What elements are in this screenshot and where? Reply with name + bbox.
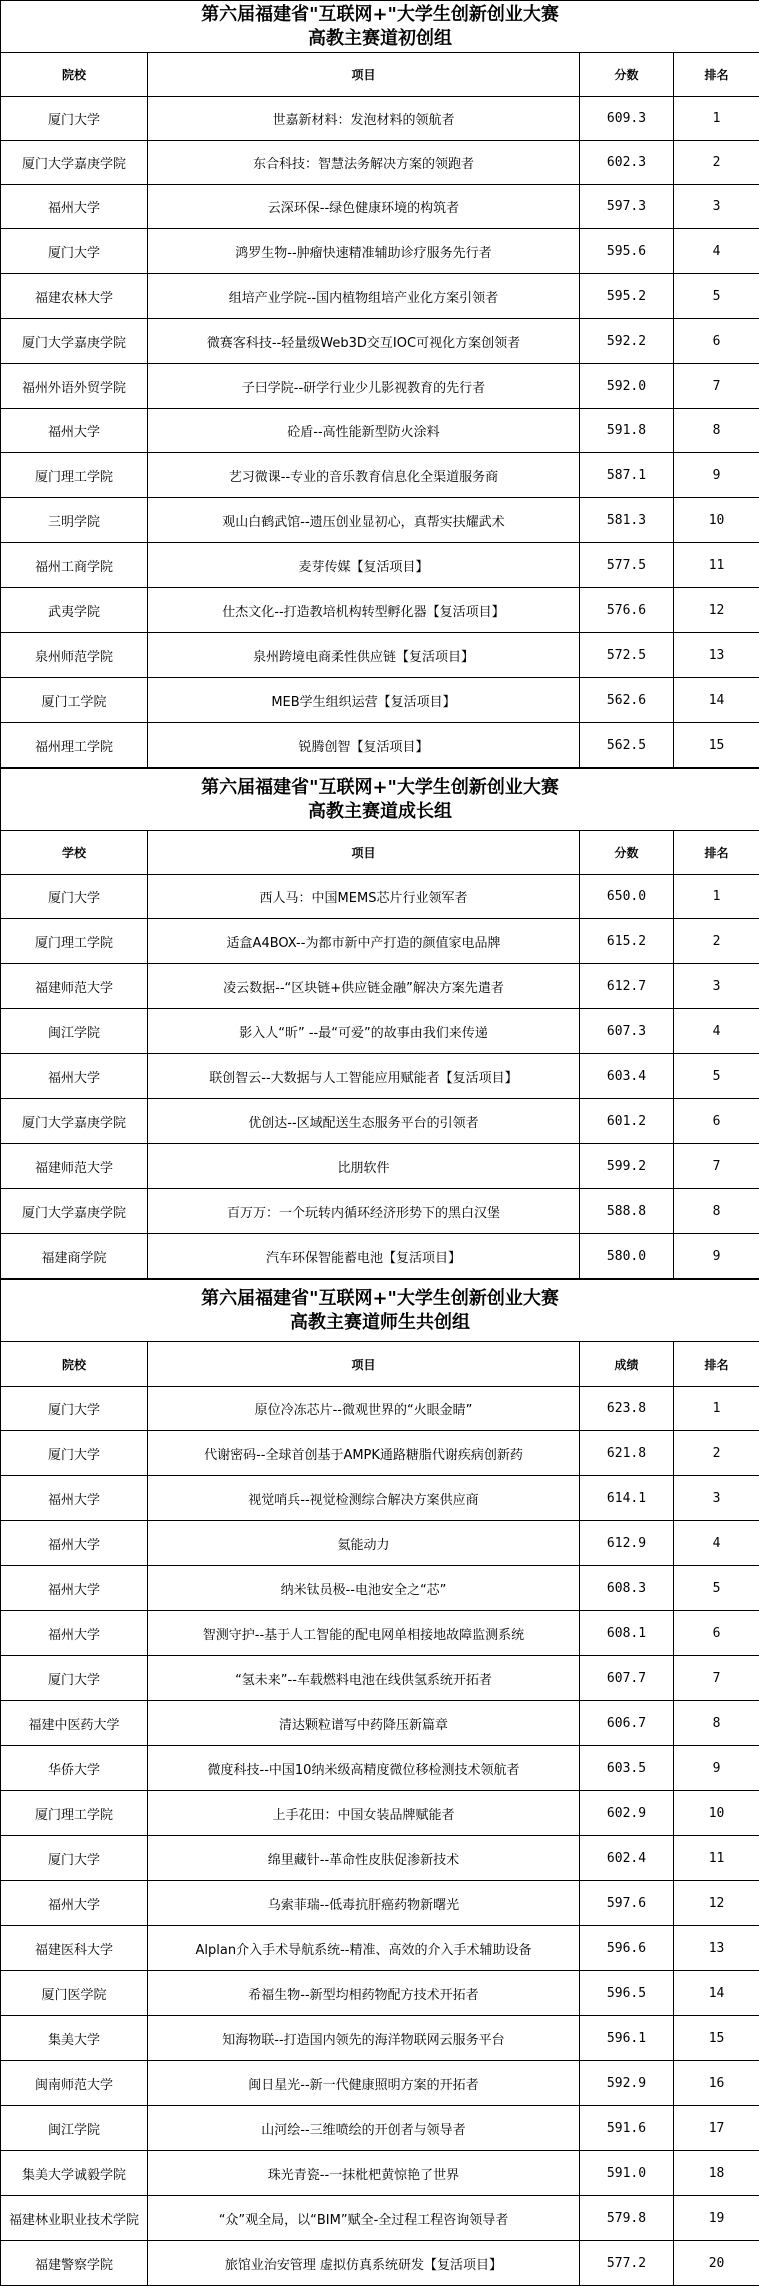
cell-score: 592.9 bbox=[580, 2061, 674, 2106]
cell-project: 清达颗粒谱写中药降压新篇章 bbox=[148, 1701, 580, 1746]
column-header-score: 成绩 bbox=[580, 1342, 674, 1387]
cell-score: 612.9 bbox=[580, 1521, 674, 1566]
cell-score: 602.4 bbox=[580, 1836, 674, 1881]
ranking-table-1 bbox=[0, 0, 759, 768]
cell-project: 联创智云--大数据与人工智能应用赋能者【复活项目】 bbox=[148, 1054, 580, 1099]
cell-school: 福州大学 bbox=[1, 1521, 148, 1566]
column-header-score: 分数 bbox=[580, 53, 674, 97]
cell-rank: 3 bbox=[674, 185, 759, 229]
cell-school: 福建师范大学 bbox=[1, 964, 148, 1009]
column-header-school: 院校 bbox=[1, 1342, 148, 1387]
cell-school: 福建警察学院 bbox=[1, 2241, 148, 2286]
cell-school: 集美大学诚毅学院 bbox=[1, 2151, 148, 2196]
cell-score: 596.1 bbox=[580, 2016, 674, 2061]
cell-school: 厦门大学 bbox=[1, 1836, 148, 1881]
table-row bbox=[1, 1476, 759, 1521]
cell-project: 乌索菲瑞--低毒抗肝癌药物新曙光 bbox=[148, 1881, 580, 1926]
section-title bbox=[1, 769, 759, 831]
section-title-line2: 高教主赛道初创组 bbox=[1, 27, 759, 51]
column-header-rank: 排名 bbox=[674, 53, 759, 97]
cell-project: 子曰学院--研学行业少儿影视教育的先行者 bbox=[148, 364, 580, 409]
cell-rank: 12 bbox=[674, 588, 759, 633]
cell-score: 623.8 bbox=[580, 1387, 674, 1431]
table-row bbox=[1, 633, 759, 678]
cell-score: 615.2 bbox=[580, 919, 674, 964]
cell-project: 知海物联--打造国内领先的海洋物联网云服务平台 bbox=[148, 2016, 580, 2061]
cell-school: 厦门大学 bbox=[1, 1387, 148, 1431]
table-row bbox=[1, 1611, 759, 1656]
cell-project: 西人马：中国MEMS芯片行业领军者 bbox=[148, 875, 580, 919]
cell-score: 608.3 bbox=[580, 1566, 674, 1611]
cell-project: 氦能动力 bbox=[148, 1521, 580, 1566]
cell-project: 锐腾创智【复活项目】 bbox=[148, 723, 580, 768]
table-row bbox=[1, 141, 759, 185]
cell-score: 599.2 bbox=[580, 1144, 674, 1189]
cell-project: 云深环保--绿色健康环境的构筑者 bbox=[148, 185, 580, 229]
cell-rank: 14 bbox=[674, 1971, 759, 2016]
cell-school: 福州大学 bbox=[1, 1566, 148, 1611]
cell-score: 601.2 bbox=[580, 1099, 674, 1144]
cell-school: 福州大学 bbox=[1, 185, 148, 229]
table-row bbox=[1, 964, 759, 1009]
column-header-school: 院校 bbox=[1, 53, 148, 97]
cell-school: 福州大学 bbox=[1, 409, 148, 453]
section-title-line1: 第六届福建省"互联网+"大学生创新创业大赛 bbox=[1, 3, 759, 27]
cell-rank: 12 bbox=[674, 1881, 759, 1926]
cell-score: 591.6 bbox=[580, 2106, 674, 2151]
cell-school: 厦门大学 bbox=[1, 97, 148, 141]
cell-school: 福建医科大学 bbox=[1, 1926, 148, 1971]
cell-rank: 15 bbox=[674, 723, 759, 768]
cell-score: 597.3 bbox=[580, 185, 674, 229]
cell-rank: 10 bbox=[674, 498, 759, 543]
cell-project: 希福生物--新型均相药物配方技术开拓者 bbox=[148, 1971, 580, 2016]
cell-school: 福州大学 bbox=[1, 1476, 148, 1521]
table-row bbox=[1, 1521, 759, 1566]
cell-rank: 6 bbox=[674, 1611, 759, 1656]
section-title-line2: 高教主赛道师生共创组 bbox=[1, 1311, 759, 1335]
cell-project: Alplan介入手术导航系统--精准、高效的介入手术辅助设备 bbox=[148, 1926, 580, 1971]
cell-rank: 4 bbox=[674, 229, 759, 274]
cell-score: 581.3 bbox=[580, 498, 674, 543]
cell-score: 595.2 bbox=[580, 274, 674, 319]
table-row bbox=[1, 723, 759, 768]
cell-school: 福建农林大学 bbox=[1, 274, 148, 319]
cell-score: 607.7 bbox=[580, 1656, 674, 1701]
column-header-score: 分数 bbox=[580, 831, 674, 875]
table-row bbox=[1, 1189, 759, 1234]
table-row bbox=[1, 1566, 759, 1611]
cell-school: 福州工商学院 bbox=[1, 543, 148, 588]
cell-rank: 7 bbox=[674, 1144, 759, 1189]
cell-school: 厦门医学院 bbox=[1, 1971, 148, 2016]
cell-project: 视觉哨兵--视觉检测综合解决方案供应商 bbox=[148, 1476, 580, 1521]
cell-school: 泉州师范学院 bbox=[1, 633, 148, 678]
cell-rank: 4 bbox=[674, 1521, 759, 1566]
cell-rank: 11 bbox=[674, 1836, 759, 1881]
cell-score: 591.8 bbox=[580, 409, 674, 453]
table-row bbox=[1, 274, 759, 319]
table-header-row bbox=[1, 53, 759, 97]
cell-score: 562.5 bbox=[580, 723, 674, 768]
table-row bbox=[1, 409, 759, 453]
cell-score: 587.1 bbox=[580, 453, 674, 498]
cell-project: 影入人“昕” --最“可爱”的故事由我们来传递 bbox=[148, 1009, 580, 1054]
cell-school: 福州理工学院 bbox=[1, 723, 148, 768]
table-row bbox=[1, 1431, 759, 1476]
cell-project: 比朋软件 bbox=[148, 1144, 580, 1189]
cell-rank: 2 bbox=[674, 1431, 759, 1476]
ranking-table-2 bbox=[0, 768, 759, 1279]
cell-school: 集美大学 bbox=[1, 2016, 148, 2061]
cell-project: 代谢密码--全球首创基于AMPK通路糖脂代谢疾病创新药 bbox=[148, 1431, 580, 1476]
cell-rank: 17 bbox=[674, 2106, 759, 2151]
cell-project: 组培产业学院--国内植物组培产业化方案引领者 bbox=[148, 274, 580, 319]
column-header-project: 项目 bbox=[148, 1342, 580, 1387]
table-row bbox=[1, 1009, 759, 1054]
cell-rank: 8 bbox=[674, 1189, 759, 1234]
cell-school: 厦门大学嘉庚学院 bbox=[1, 1099, 148, 1144]
cell-school: 厦门理工学院 bbox=[1, 1791, 148, 1836]
cell-rank: 9 bbox=[674, 1234, 759, 1279]
table-row bbox=[1, 1144, 759, 1189]
cell-rank: 4 bbox=[674, 1009, 759, 1054]
cell-score: 592.2 bbox=[580, 319, 674, 364]
table-row bbox=[1, 1746, 759, 1791]
cell-score: 572.5 bbox=[580, 633, 674, 678]
table-row bbox=[1, 2061, 759, 2106]
cell-school: 三明学院 bbox=[1, 498, 148, 543]
table-row bbox=[1, 2016, 759, 2061]
cell-score: 588.8 bbox=[580, 1189, 674, 1234]
table-row bbox=[1, 1054, 759, 1099]
cell-school: 厦门大学嘉庚学院 bbox=[1, 1189, 148, 1234]
cell-school: 厦门理工学院 bbox=[1, 919, 148, 964]
cell-project: 绵里藏针--革命性皮肤促渗新技术 bbox=[148, 1836, 580, 1881]
cell-project: 百万万：一个玩转内循环经济形势下的黑白汉堡 bbox=[148, 1189, 580, 1234]
cell-rank: 3 bbox=[674, 964, 759, 1009]
cell-score: 562.6 bbox=[580, 678, 674, 723]
table-row bbox=[1, 1881, 759, 1926]
cell-rank: 20 bbox=[674, 2241, 759, 2286]
table-row bbox=[1, 1791, 759, 1836]
cell-school: 福建中医药大学 bbox=[1, 1701, 148, 1746]
cell-project: 闽日星光--新一代健康照明方案的开拓者 bbox=[148, 2061, 580, 2106]
column-header-project: 项目 bbox=[148, 53, 580, 97]
cell-rank: 6 bbox=[674, 1099, 759, 1144]
cell-project: 微赛客科技--轻量级Web3D交互IOC可视化方案创领者 bbox=[148, 319, 580, 364]
table-row bbox=[1, 229, 759, 274]
table-row bbox=[1, 919, 759, 964]
cell-rank: 2 bbox=[674, 141, 759, 185]
cell-score: 612.7 bbox=[580, 964, 674, 1009]
cell-school: 福州大学 bbox=[1, 1054, 148, 1099]
cell-score: 607.3 bbox=[580, 1009, 674, 1054]
cell-project: 世嘉新材料：发泡材料的领航者 bbox=[148, 97, 580, 141]
cell-project: 艺习微课--专业的音乐教育信息化全渠道服务商 bbox=[148, 453, 580, 498]
cell-rank: 1 bbox=[674, 875, 759, 919]
cell-school: 福建商学院 bbox=[1, 1234, 148, 1279]
cell-school: 福州外语外贸学院 bbox=[1, 364, 148, 409]
cell-score: 606.7 bbox=[580, 1701, 674, 1746]
cell-rank: 13 bbox=[674, 1926, 759, 1971]
cell-score: 602.3 bbox=[580, 141, 674, 185]
cell-project: 砼盾--高性能新型防火涂料 bbox=[148, 409, 580, 453]
cell-school: 厦门大学 bbox=[1, 1656, 148, 1701]
cell-score: 596.5 bbox=[580, 1971, 674, 2016]
cell-score: 591.0 bbox=[580, 2151, 674, 2196]
cell-score: 608.1 bbox=[580, 1611, 674, 1656]
table-row bbox=[1, 1234, 759, 1279]
table-row bbox=[1, 1656, 759, 1701]
table-row bbox=[1, 2196, 759, 2241]
cell-rank: 13 bbox=[674, 633, 759, 678]
cell-project: 智测守护--基于人工智能的配电网单相接地故障监测系统 bbox=[148, 1611, 580, 1656]
cell-score: 650.0 bbox=[580, 875, 674, 919]
cell-rank: 1 bbox=[674, 97, 759, 141]
cell-rank: 6 bbox=[674, 319, 759, 364]
table-row bbox=[1, 1387, 759, 1431]
cell-score: 592.0 bbox=[580, 364, 674, 409]
cell-project: 观山白鹤武馆--遗压创业显初心，真帮实扶耀武术 bbox=[148, 498, 580, 543]
cell-project: 山河绘--三维喷绘的开创者与领导者 bbox=[148, 2106, 580, 2151]
cell-project: 鸿罗生物--肿瘤快速精准辅助诊疗服务先行者 bbox=[148, 229, 580, 274]
table-row bbox=[1, 1836, 759, 1881]
cell-school: 福建师范大学 bbox=[1, 1144, 148, 1189]
table-row bbox=[1, 2106, 759, 2151]
cell-score: 595.6 bbox=[580, 229, 674, 274]
cell-school: 厦门大学嘉庚学院 bbox=[1, 319, 148, 364]
cell-project: 泉州跨境电商柔性供应链【复活项目】 bbox=[148, 633, 580, 678]
cell-score: 597.6 bbox=[580, 1881, 674, 1926]
table-header-row bbox=[1, 1342, 759, 1387]
cell-project: 原位冷冻芯片--微观世界的“火眼金睛” bbox=[148, 1387, 580, 1431]
cell-rank: 5 bbox=[674, 274, 759, 319]
cell-score: 577.5 bbox=[580, 543, 674, 588]
cell-rank: 10 bbox=[674, 1791, 759, 1836]
column-header-project: 项目 bbox=[148, 831, 580, 875]
cell-school: 厦门工学院 bbox=[1, 678, 148, 723]
table-row bbox=[1, 364, 759, 409]
cell-school: 福州大学 bbox=[1, 1881, 148, 1926]
cell-project: 珠光青瓷--一抹枇杷黄惊艳了世界 bbox=[148, 2151, 580, 2196]
cell-school: 闽南师范大学 bbox=[1, 2061, 148, 2106]
table-row bbox=[1, 319, 759, 364]
cell-rank: 3 bbox=[674, 1476, 759, 1521]
cell-school: 武夷学院 bbox=[1, 588, 148, 633]
cell-project: 优创达--区域配送生态服务平台的引领者 bbox=[148, 1099, 580, 1144]
cell-school: 厦门理工学院 bbox=[1, 453, 148, 498]
cell-project: “氢未来”--车载燃料电池在线供氢系统开拓者 bbox=[148, 1656, 580, 1701]
cell-score: 614.1 bbox=[580, 1476, 674, 1521]
column-header-rank: 排名 bbox=[674, 1342, 759, 1387]
table-row bbox=[1, 97, 759, 141]
cell-score: 577.2 bbox=[580, 2241, 674, 2286]
cell-rank: 8 bbox=[674, 1701, 759, 1746]
cell-project: 上手花田：中国女装品牌赋能者 bbox=[148, 1791, 580, 1836]
section-title-line1: 第六届福建省"互联网+"大学生创新创业大赛 bbox=[1, 1287, 759, 1311]
cell-score: 603.5 bbox=[580, 1746, 674, 1791]
table-row bbox=[1, 1971, 759, 2016]
cell-project: 东合科技：智慧法务解决方案的领跑者 bbox=[148, 141, 580, 185]
table-row bbox=[1, 453, 759, 498]
cell-rank: 5 bbox=[674, 1566, 759, 1611]
cell-rank: 19 bbox=[674, 2196, 759, 2241]
ranking-table-3 bbox=[0, 1279, 759, 2286]
cell-rank: 18 bbox=[674, 2151, 759, 2196]
cell-school: 厦门大学 bbox=[1, 229, 148, 274]
cell-score: 602.9 bbox=[580, 1791, 674, 1836]
cell-school: 厦门大学 bbox=[1, 875, 148, 919]
cell-score: 621.8 bbox=[580, 1431, 674, 1476]
cell-project: 纳米钛员极--电池安全之“芯” bbox=[148, 1566, 580, 1611]
cell-school: 福州大学 bbox=[1, 1611, 148, 1656]
cell-rank: 16 bbox=[674, 2061, 759, 2106]
section-title-line2: 高教主赛道成长组 bbox=[1, 800, 759, 824]
cell-school: 厦门大学嘉庚学院 bbox=[1, 141, 148, 185]
section-title bbox=[1, 1, 759, 53]
cell-project: “众”观全局，以“BIM”赋全-全过程工程咨询领导者 bbox=[148, 2196, 580, 2241]
cell-project: 适盒A4BOX--为都市新中产打造的颜值家电品牌 bbox=[148, 919, 580, 964]
table-row bbox=[1, 678, 759, 723]
table-row bbox=[1, 2151, 759, 2196]
column-header-school: 学校 bbox=[1, 831, 148, 875]
cell-rank: 7 bbox=[674, 1656, 759, 1701]
table-row bbox=[1, 1926, 759, 1971]
cell-score: 609.3 bbox=[580, 97, 674, 141]
table-row bbox=[1, 588, 759, 633]
cell-rank: 7 bbox=[674, 364, 759, 409]
cell-project: 凌云数据--“区块链+供应链金融”解决方案先遣者 bbox=[148, 964, 580, 1009]
cell-score: 596.6 bbox=[580, 1926, 674, 1971]
cell-school: 华侨大学 bbox=[1, 1746, 148, 1791]
section-title-line1: 第六届福建省"互联网+"大学生创新创业大赛 bbox=[1, 776, 759, 800]
cell-school: 福建林业职业技术学院 bbox=[1, 2196, 148, 2241]
cell-score: 579.8 bbox=[580, 2196, 674, 2241]
cell-score: 576.6 bbox=[580, 588, 674, 633]
cell-rank: 15 bbox=[674, 2016, 759, 2061]
table-row bbox=[1, 875, 759, 919]
table-row bbox=[1, 1701, 759, 1746]
table-row bbox=[1, 498, 759, 543]
cell-project: MEB学生组织运营【复活项目】 bbox=[148, 678, 580, 723]
table-row bbox=[1, 185, 759, 229]
cell-project: 汽车环保智能蓄电池【复活项目】 bbox=[148, 1234, 580, 1279]
cell-rank: 5 bbox=[674, 1054, 759, 1099]
cell-rank: 2 bbox=[674, 919, 759, 964]
table-header-row bbox=[1, 831, 759, 875]
table-row bbox=[1, 2241, 759, 2286]
section-title bbox=[1, 1280, 759, 1342]
cell-school: 闽江学院 bbox=[1, 1009, 148, 1054]
table-row bbox=[1, 543, 759, 588]
cell-rank: 9 bbox=[674, 1746, 759, 1791]
cell-project: 微度科技--中国10纳米级高精度微位移检测技术领航者 bbox=[148, 1746, 580, 1791]
column-header-rank: 排名 bbox=[674, 831, 759, 875]
cell-school: 厦门大学 bbox=[1, 1431, 148, 1476]
cell-score: 580.0 bbox=[580, 1234, 674, 1279]
cell-rank: 1 bbox=[674, 1387, 759, 1431]
cell-rank: 11 bbox=[674, 543, 759, 588]
cell-project: 旅馆业治安管理 虚拟仿真系统研发【复活项目】 bbox=[148, 2241, 580, 2286]
cell-project: 仕杰文化--打造教培机构转型孵化器【复活项目】 bbox=[148, 588, 580, 633]
table-row bbox=[1, 1099, 759, 1144]
cell-score: 603.4 bbox=[580, 1054, 674, 1099]
cell-rank: 14 bbox=[674, 678, 759, 723]
cell-project: 麦芽传媒【复活项目】 bbox=[148, 543, 580, 588]
cell-rank: 8 bbox=[674, 409, 759, 453]
cell-school: 闽江学院 bbox=[1, 2106, 148, 2151]
cell-rank: 9 bbox=[674, 453, 759, 498]
